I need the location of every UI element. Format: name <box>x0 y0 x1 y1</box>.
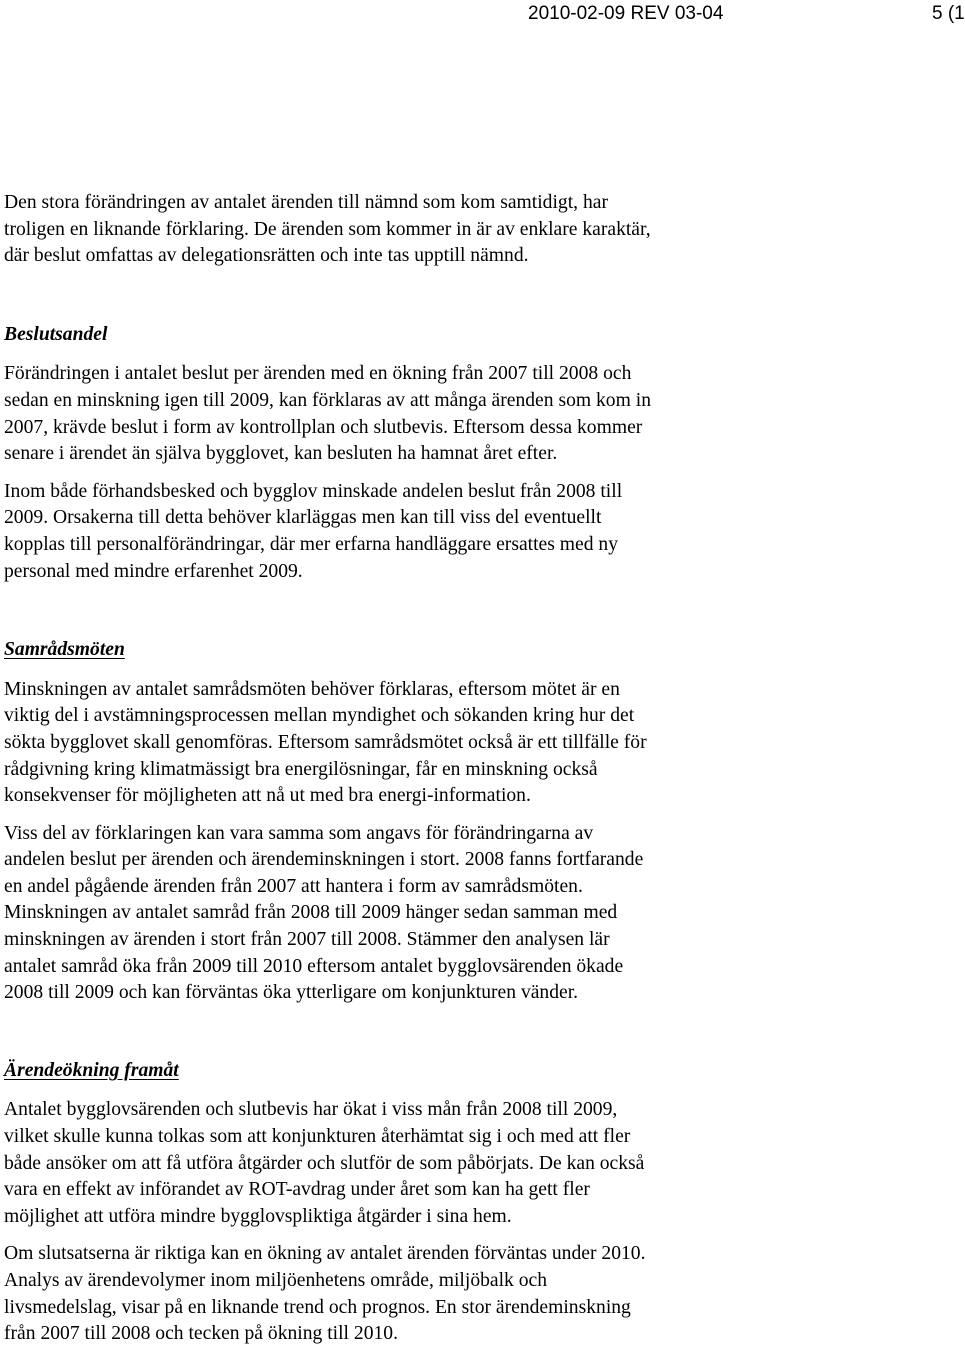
section-heading-arendeokning: Ärendeökning framåt <box>4 1059 179 1081</box>
samradsmoten-paragraph-1: Minskningen av antalet samrådsmöten behöver förklaras, eftersom mötet är en viktig del i avstämningsprocessen mellan myndighet och sökanden kring hur det sökta bygglovet skall genomföras. Eftersom samrådsmötet också är ett tillfälle för rådgivning kring klimatmässigt bra energilösningar, får en minskning också konsekvenser för möjligheten att nå ut med bra energi-information. <box>4 678 647 807</box>
beslutsandel-paragraph-1: Förändringen i antalet beslut per ärenden med en ökning från 2007 till 2008 och sedan en minskning igen till 2009, kan förklaras av att många ärenden som kom in 2007, krävde beslut i form av kontrollplan och slutbevis. Eftersom dessa kommer senare i ärendet än själva bygglovet, kan besluten ha hamnat året efter. <box>4 363 651 465</box>
section-heading-samradsmoten: Samrådsmöten <box>4 639 125 661</box>
page-number: 5 (1 <box>932 3 965 24</box>
document-date-revision: 2010-02-09 REV 03-04 <box>528 3 724 24</box>
intro-paragraph: Den stora förändringen av antalet ärenden till nämnd som kom samtidigt, har troligen en liknande förklaring. De ärenden som kommer in är av enklare karaktär, där beslut omfattas av delegationsrätten och inte tas upptill nämnd. <box>4 192 651 267</box>
section-heading-beslutsandel: Beslutsandel <box>4 323 108 345</box>
arendeokning-paragraph-2: Om slutsatserna är riktiga kan en ökning av antalet ärenden förväntas under 2010. Analys av ärendevolymer inom miljöenhetens område, miljöbalk och livsmedelslag, visar på en liknande trend och prognos. En stor ärendeminskning från 2007 till 2008 och tecken på ökning till 2010. <box>4 1243 646 1345</box>
beslutsandel-paragraph-2: Inom både förhandsbesked och bygglov minskade andelen beslut från 2008 till 2009. Orsakerna till detta behöver klarläggas men kan till viss del eventuellt kopplas till personalförändringar, där mer erfarna handläggare ersattes med ny personal med mindre erfarenhet 2009. <box>4 480 623 582</box>
arendeokning-paragraph-1: Antalet bygglovsärenden och slutbevis har ökat i viss mån från 2008 till 2009, vilket skulle kunna tolkas som att konjunkturen återhämtat sig i och med att fler både ansöker om att få utföra åtgärder och slutför de som påbörjats. De kan också vara en effekt av införandet av ROT-avdrag under året som kan ha gett fler möjlighet att utföra mindre bygglovspliktiga åtgärder i sina hem. <box>4 1099 645 1227</box>
page-header <box>0 0 965 30</box>
document-body <box>4 190 956 1348</box>
samradsmoten-paragraph-2: Viss del av förklaringen kan vara samma som angavs för förändringarna av andelen beslut per ärenden och ärendeminskningen i stort. 2008 fanns fortfarande en andel pågående ärenden från 2007 att hantera i form av samrådsmöten. Minskningen av antalet samråd från 2008 till 2009 hänger sedan samman med minskningen av ärenden i stort från 2007 till 2008. Stämmer den analysen lär antalet samråd öka från 2009 till 2010 eftersom antalet bygglovsärenden ökade 2008 till 2009 och kan förväntas öka ytterligare om konjunkturen vänder. <box>4 822 644 1004</box>
